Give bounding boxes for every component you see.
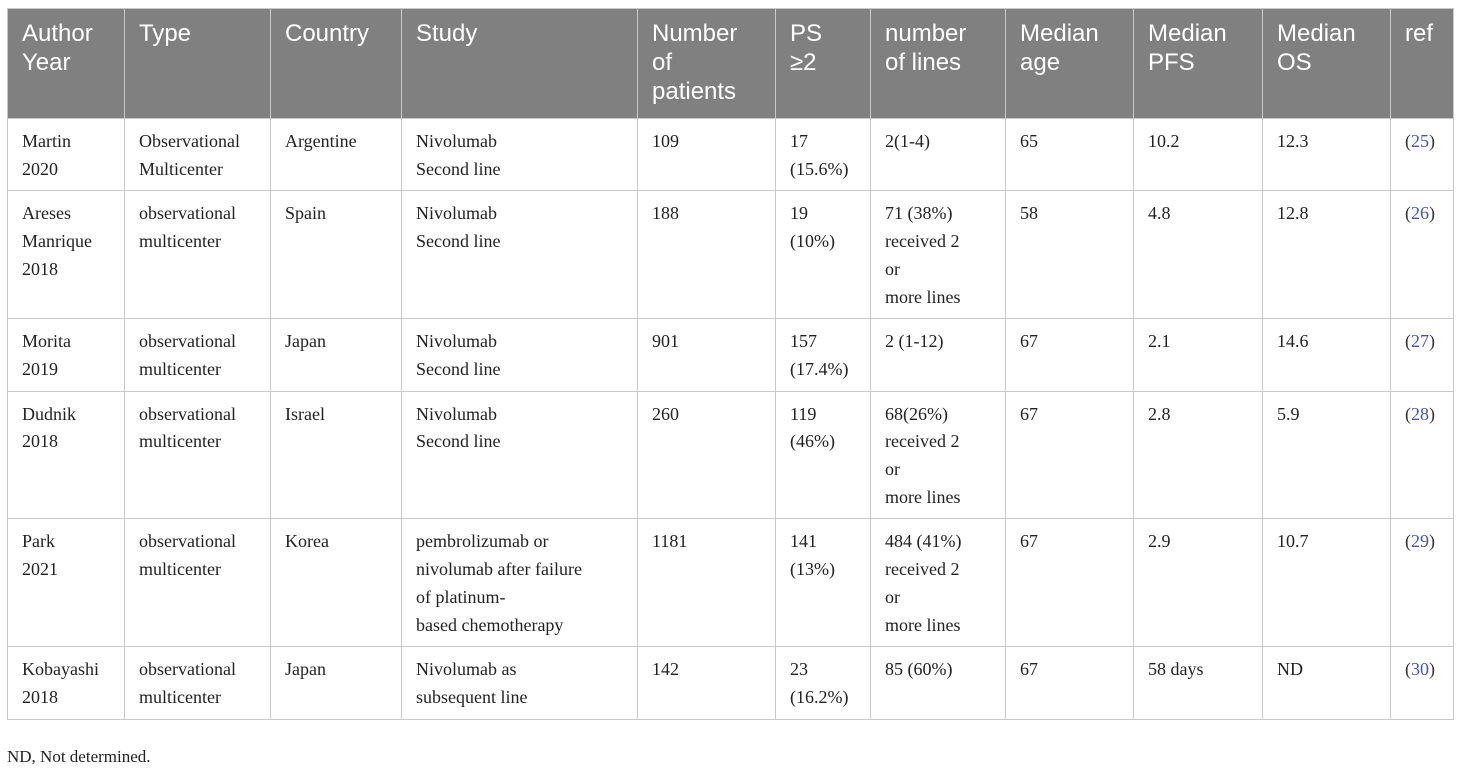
cell-line: Japan [285, 659, 326, 680]
cell-os [1263, 191, 1391, 319]
cell-line: 65 [1020, 131, 1038, 151]
cell-ps [776, 647, 871, 719]
cell-line: observational [139, 659, 236, 680]
cell-pfs [1134, 391, 1263, 519]
cell-line: 4.8 [1148, 203, 1171, 224]
cell-age [1006, 191, 1134, 319]
table-row [8, 319, 1454, 391]
header-line: OS [1277, 49, 1312, 76]
cell-line: 1181 [652, 531, 688, 552]
cell-author [8, 191, 125, 319]
header-line: PS [790, 20, 823, 47]
cell-line: more lines [885, 486, 961, 507]
cell-os [1263, 119, 1391, 191]
cell-line: 2 (1-12) [885, 331, 944, 352]
reference-link[interactable]: 25 [1411, 131, 1429, 151]
cell-type [125, 391, 271, 519]
table-container [7, 8, 1453, 720]
reference-link[interactable]: 26 [1411, 203, 1429, 224]
cell-study [402, 119, 638, 191]
header-line: ≥2 [790, 49, 817, 76]
ref-paren-close: ) [1429, 331, 1435, 352]
cell-os [1263, 391, 1391, 519]
cell-author [8, 391, 125, 519]
cell-line: multicenter [139, 559, 221, 580]
cell-lines [871, 519, 1006, 647]
cell-type [125, 119, 271, 191]
cell-line: 188 [652, 203, 679, 224]
cell-line: more lines [885, 286, 961, 307]
cell-line: 2021 [22, 559, 58, 580]
cell-line: received 2 [885, 431, 960, 452]
column-header-author-year [8, 9, 125, 119]
cell-line: 2018 [22, 686, 58, 707]
cell-line: (16.2%) [790, 686, 849, 707]
cell-line: Second line [416, 231, 501, 252]
cell-line: multicenter [139, 686, 221, 707]
table-row [8, 519, 1454, 647]
cell-line: Dudnik [22, 403, 76, 424]
cell-line: 109 [652, 131, 679, 151]
cell-pfs [1134, 319, 1263, 391]
cell-patients [638, 519, 776, 647]
ref-paren-close: ) [1429, 131, 1435, 151]
table-row [8, 191, 1454, 319]
cell-line: Argentine [285, 131, 357, 151]
column-header-country [271, 9, 402, 119]
cell-line: Nivolumab [416, 131, 497, 151]
cell-line: 12.8 [1277, 203, 1309, 224]
ref-paren-open: ( [1405, 659, 1411, 680]
cell-line: 67 [1020, 403, 1038, 424]
ref-paren-open: ( [1405, 403, 1411, 424]
cell-line: 58 days [1148, 659, 1204, 680]
cell-line: 2.8 [1148, 403, 1171, 424]
cell-line: 67 [1020, 531, 1038, 552]
header-line: PFS [1148, 49, 1195, 76]
cell-pfs [1134, 647, 1263, 719]
cell-line: 2018 [22, 258, 58, 279]
reference-link[interactable]: 27 [1411, 331, 1429, 352]
header-line: Median [1148, 20, 1227, 47]
header-line: Median [1277, 20, 1356, 47]
cell-study [402, 647, 638, 719]
cell-line: 157 [790, 331, 817, 352]
cell-ref [1391, 519, 1454, 647]
cell-line: 119 [790, 403, 817, 424]
cell-line: Second line [416, 358, 501, 379]
cell-line: subsequent line [416, 686, 528, 707]
cell-lines [871, 647, 1006, 719]
column-header-median-pfs [1134, 9, 1263, 119]
cell-line: 2020 [22, 158, 58, 179]
ref-paren-open: ( [1405, 131, 1411, 151]
ref-paren-close: ) [1429, 403, 1435, 424]
cell-line: (15.6%) [790, 158, 849, 179]
cell-line: Nivolumab as [416, 659, 517, 680]
cell-line: multicenter [139, 358, 221, 379]
cell-line: 10.7 [1277, 531, 1309, 552]
header-line: ref [1405, 20, 1434, 47]
cell-lines [871, 119, 1006, 191]
cell-line: Manrique [22, 231, 92, 252]
cell-line: 484 (41%) [885, 531, 962, 552]
study-table [7, 8, 1454, 720]
column-header-study [402, 9, 638, 119]
cell-pfs [1134, 119, 1263, 191]
cell-age [1006, 519, 1134, 647]
cell-line: 17 [790, 131, 808, 151]
cell-line: 19 [790, 203, 808, 224]
header-line: number [885, 20, 967, 47]
cell-line: Areses [22, 203, 71, 224]
cell-line: 68(26%) [885, 403, 948, 424]
cell-line: Spain [285, 203, 327, 224]
cell-lines [871, 191, 1006, 319]
cell-patients [638, 391, 776, 519]
table-body [8, 119, 1454, 720]
header-line: age [1020, 49, 1061, 76]
footnote: ND, Not determined. [7, 747, 151, 766]
cell-author [8, 519, 125, 647]
ref-paren-close: ) [1429, 203, 1435, 224]
cell-line: received 2 [885, 231, 960, 252]
cell-line: 2.1 [1148, 331, 1171, 352]
reference-link[interactable]: 28 [1411, 403, 1429, 424]
cell-line: Second line [416, 431, 501, 452]
cell-type [125, 319, 271, 391]
cell-line: Israel [285, 403, 325, 424]
cell-line: Korea [285, 531, 329, 552]
cell-pfs [1134, 191, 1263, 319]
cell-line: of platinum- [416, 586, 506, 607]
cell-line: 23 [790, 659, 808, 680]
cell-os [1263, 647, 1391, 719]
cell-author [8, 119, 125, 191]
cell-ps [776, 391, 871, 519]
cell-line: (13%) [790, 559, 835, 580]
cell-line: 5.9 [1277, 403, 1300, 424]
cell-line: 901 [652, 331, 679, 352]
cell-line: Park [22, 531, 55, 552]
cell-country [271, 119, 402, 191]
cell-line: 142 [652, 659, 679, 680]
column-header-number-of-patients [638, 9, 776, 119]
cell-ref [1391, 647, 1454, 719]
cell-line: 2018 [22, 431, 58, 452]
cell-line: observational [139, 403, 236, 424]
header-line: of [652, 49, 673, 76]
cell-line: 141 [790, 531, 817, 552]
cell-line: Japan [285, 331, 326, 352]
cell-line: Nivolumab [416, 403, 497, 424]
cell-study [402, 319, 638, 391]
cell-line: observational [139, 531, 236, 552]
header-line: Type [139, 20, 192, 47]
cell-pfs [1134, 519, 1263, 647]
ref-paren-close: ) [1429, 531, 1435, 552]
cell-line: 12.3 [1277, 131, 1309, 151]
cell-line: or [885, 258, 900, 279]
cell-os [1263, 519, 1391, 647]
cell-author [8, 647, 125, 719]
cell-ps [776, 319, 871, 391]
column-header-type [125, 9, 271, 119]
cell-patients [638, 191, 776, 319]
cell-ps [776, 119, 871, 191]
column-header-median-age [1006, 9, 1134, 119]
cell-line: or [885, 586, 900, 607]
header-line: patients [652, 78, 737, 105]
cell-line: 71 (38%) [885, 203, 953, 224]
reference-link[interactable]: 29 [1411, 531, 1429, 552]
cell-age [1006, 647, 1134, 719]
cell-patients [638, 647, 776, 719]
cell-line: nivolumab after failure [416, 559, 582, 580]
cell-age [1006, 391, 1134, 519]
table-header [8, 9, 1454, 119]
cell-ps [776, 519, 871, 647]
cell-country [271, 391, 402, 519]
cell-line: Multicenter [139, 158, 223, 179]
cell-line: or [885, 459, 900, 480]
cell-ref [1391, 191, 1454, 319]
cell-line: Second line [416, 158, 501, 179]
cell-line: more lines [885, 614, 961, 635]
ref-paren-close: ) [1429, 659, 1435, 680]
header-line: Year [22, 49, 71, 76]
cell-country [271, 519, 402, 647]
cell-line: multicenter [139, 231, 221, 252]
cell-type [125, 519, 271, 647]
cell-line: Kobayashi [22, 659, 99, 680]
cell-line: 2.9 [1148, 531, 1171, 552]
cell-study [402, 191, 638, 319]
cell-line: observational [139, 203, 236, 224]
header-line: of lines [885, 49, 962, 76]
cell-line: received 2 [885, 559, 960, 580]
cell-line: pembrolizumab or [416, 531, 549, 552]
cell-line: 58 [1020, 203, 1038, 224]
header-line: Country [285, 20, 370, 47]
cell-line: 2019 [22, 358, 58, 379]
cell-line: 67 [1020, 659, 1038, 680]
cell-ref [1391, 319, 1454, 391]
ref-paren-open: ( [1405, 203, 1411, 224]
cell-line: based chemotherapy [416, 614, 564, 635]
cell-line: 14.6 [1277, 331, 1309, 352]
cell-study [402, 391, 638, 519]
cell-line: Observational [139, 131, 240, 151]
cell-line: observational [139, 331, 236, 352]
ref-paren-open: ( [1405, 331, 1411, 352]
cell-ref [1391, 119, 1454, 191]
table-row [8, 119, 1454, 191]
column-header-median-os [1263, 9, 1391, 119]
cell-line: 260 [652, 403, 679, 424]
cell-line: 10.2 [1148, 131, 1180, 151]
cell-line: Nivolumab [416, 331, 497, 352]
column-header-ps-ge-2 [776, 9, 871, 119]
cell-author [8, 319, 125, 391]
cell-ps [776, 191, 871, 319]
header-line: Number [652, 20, 738, 47]
cell-type [125, 191, 271, 319]
cell-line: (46%) [790, 431, 835, 452]
table-row [8, 647, 1454, 719]
cell-patients [638, 319, 776, 391]
cell-line: Martin [22, 131, 71, 151]
column-header-ref [1391, 9, 1454, 119]
cell-country [271, 191, 402, 319]
header-line: Median [1020, 20, 1099, 47]
cell-line: Morita [22, 331, 71, 352]
cell-type [125, 647, 271, 719]
cell-study [402, 519, 638, 647]
cell-os [1263, 319, 1391, 391]
ref-paren-open: ( [1405, 531, 1411, 552]
table-row [8, 391, 1454, 519]
cell-line: multicenter [139, 431, 221, 452]
column-header-number-of-lines [871, 9, 1006, 119]
cell-line: ND [1277, 659, 1303, 680]
header-line: Author [22, 20, 93, 47]
cell-country [271, 647, 402, 719]
cell-lines [871, 391, 1006, 519]
header-row [8, 9, 1454, 119]
cell-age [1006, 119, 1134, 191]
cell-line: 2(1-4) [885, 131, 930, 151]
cell-patients [638, 119, 776, 191]
cell-ref [1391, 391, 1454, 519]
cell-line: (17.4%) [790, 358, 849, 379]
cell-age [1006, 319, 1134, 391]
cell-line: 85 (60%) [885, 659, 953, 680]
cell-country [271, 319, 402, 391]
cell-line: 67 [1020, 331, 1038, 352]
cell-line: (10%) [790, 231, 835, 252]
reference-link[interactable]: 30 [1411, 659, 1429, 680]
cell-lines [871, 319, 1006, 391]
cell-line: Nivolumab [416, 203, 497, 224]
header-line: Study [416, 20, 478, 47]
